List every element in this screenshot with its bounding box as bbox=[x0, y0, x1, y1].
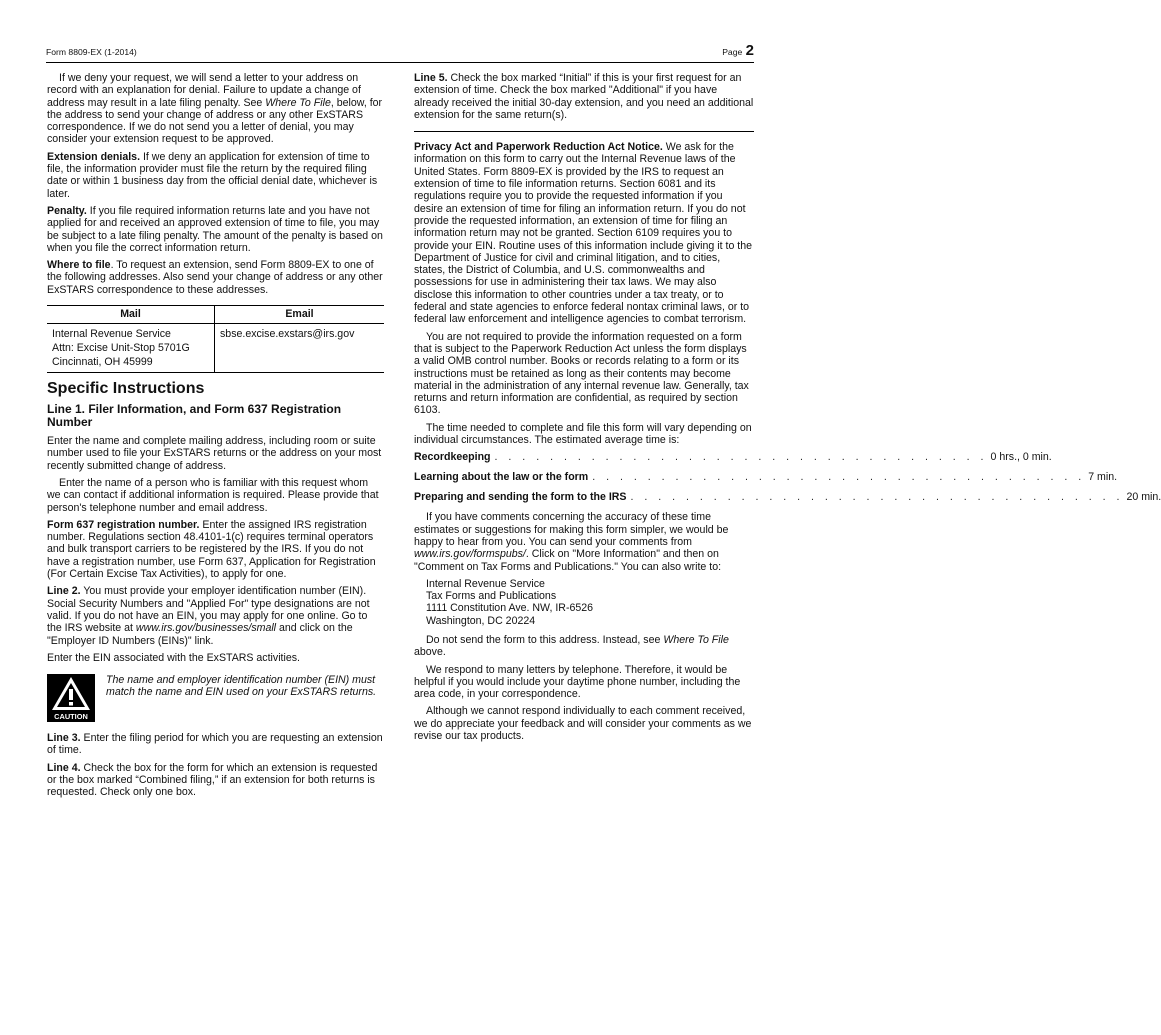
line3-title: Line 3. bbox=[47, 732, 81, 745]
time-row-preparing bbox=[414, 491, 1161, 505]
time-row-value: 20 min. bbox=[1126, 491, 1161, 504]
where-to-file-ref: Where To File bbox=[265, 96, 331, 109]
address-line-4: Washington, DC 20224 bbox=[426, 614, 536, 627]
time-row-label: Learning about the law or the form bbox=[414, 471, 589, 484]
line5-title: Line 5. bbox=[414, 72, 448, 84]
page-number: 2 bbox=[745, 42, 754, 59]
leader-dots: . . . . . . . . . . . . . . . . . . . . . . . . . . . . . . . . . . . . bbox=[494, 451, 988, 464]
irs-small-business-url: www.irs.gov/businesses/small bbox=[135, 622, 277, 635]
address-line-3: 1111 Constitution Ave. NW, IR-6526 bbox=[426, 602, 594, 615]
form637-paragraph bbox=[47, 519, 384, 580]
address-line-1: Internal Revenue Service bbox=[426, 577, 545, 590]
mail-line-1: Internal Revenue Service bbox=[52, 328, 171, 341]
line4-body: Check the box for the form for which an extension is requested or the box marked “Combined filing,” if an extension for both returns is requested. Check only one box. bbox=[47, 761, 378, 799]
privacy-act-paragraph bbox=[414, 141, 754, 325]
privacy-act-body: We ask for the information on this form to carry out the Internal Revenue laws of the United States. Form 8809-EX is provided by the IRS to request an extension of time to file information returns. Section 6081 and its regulations require you to provide the requested information if you desire an extension of time for filing an information return. If you do not provide the requested information, an extension of time for filing an information return may not be granted. Section 6109 requires you to provide your EIN. Routine uses of this information include giving it to the Department of Justice for civil and criminal litigation, and to cities, states, the District of Columbia, and U.S. commonwealths and possessions for use in administering their tax laws. We may also disclose this information to other countries under a tax treaty, or to federal and state agencies to enforce federal nontax criminal laws, or to federal law enforcement and intelligence agencies to combat terrorism. bbox=[414, 141, 753, 326]
not-required-paragraph: You are not required to provide the information requested on a form that is subject to the Paperwork Reduction Act unless the form displays a valid OMB control number. Books or records relating to a form or its instructions must be retained as long as their contents may become material in the administration of any internal revenue law. Generally, tax returns and return information are confidential, as required by section 6103. bbox=[414, 330, 749, 417]
line2-tail: and click on the "Employer ID Numbers (EINs)" link. bbox=[47, 622, 353, 647]
email-column-header: Email bbox=[215, 306, 385, 324]
do-not-send-paragraph bbox=[414, 634, 754, 659]
time-row-label: Preparing and sending the form to the IRS bbox=[414, 491, 627, 504]
page-indicator bbox=[722, 42, 754, 59]
penalty-title: Penalty. bbox=[47, 204, 87, 217]
denial-text-tail: , below, for the address to send your change of address or any other ExSTARS correspondence. If we do not send you a letter of denial, you may consider your extension request to be approved. bbox=[47, 96, 383, 146]
line5-paragraph bbox=[414, 72, 754, 121]
extension-denials-paragraph bbox=[47, 151, 384, 200]
leader-dots: . . . . . . . . . . . . . . . . . . . . . . . . . . . . . . . . . . . . bbox=[592, 471, 1086, 484]
line2-paragraph bbox=[47, 585, 384, 646]
mail-line-3: Cincinnati, OH 45999 bbox=[52, 356, 153, 369]
line1-paragraph-2: Enter the name of a person who is familiar with this request whom we can contact if additional information is required. Please provide that person's telephone number and email address. bbox=[47, 476, 379, 514]
telephone-paragraph: We respond to many letters by telephone. Therefore, it would be helpful if you would include your daytime phone number, including the area code, in your correspondence. bbox=[414, 663, 741, 701]
time-estimates bbox=[414, 451, 1161, 505]
line1-heading: Line 1. Filer Information, and Form 637 Registration Number bbox=[47, 402, 342, 430]
line4-title: Line 4. bbox=[47, 761, 81, 774]
time-row-label: Recordkeeping bbox=[414, 451, 491, 464]
time-row-learning bbox=[414, 471, 1118, 485]
feedback-paragraph: Although we cannot respond individually to each comment received, we do appreciate your feedback and will consider your comments as we revise our tax products. bbox=[414, 705, 752, 743]
privacy-act-title: Privacy Act and Paperwork Reduction Act Notice. bbox=[414, 141, 663, 154]
ein-paragraph: Enter the EIN associated with the ExSTARS activities. bbox=[47, 651, 300, 664]
comments-paragraph bbox=[414, 511, 754, 572]
email-address-cell: sbse.excise.exstars@irs.gov bbox=[215, 324, 385, 373]
line1-paragraph-1: Enter the name and complete mailing address, including room or suite number used to file your ExSTARS returns or the address on your most recently submitted change of address. bbox=[47, 435, 382, 472]
time-needed-paragraph: The time needed to complete and file this form will vary depending on individual circumstances. The estimated average time is: bbox=[414, 421, 752, 447]
irs-mailing-address bbox=[426, 578, 754, 627]
page-label: Page bbox=[722, 47, 743, 57]
penalty-body: If you file required information returns late and you have not applied for and received an approved extension of time to file, you may be subject to a late filing penalty. The amount of the penalty is based on when you file the correct information return. bbox=[47, 204, 383, 254]
line5-body: Check the box marked “Initial” if this is your first request for an extension of time. Check the box marked "Additional" if you have already received the initial 30-day extension, and you need an additional extension for the same return(s). bbox=[414, 72, 754, 121]
where-to-file-paragraph bbox=[47, 259, 384, 296]
line3-paragraph bbox=[47, 732, 384, 757]
comments-text: If you have comments concerning the accuracy of these time estimates or suggestions for making this form simpler, we would be happy to hear from you. You can send your comments from bbox=[414, 511, 729, 548]
extension-denials-title: Extension denials. bbox=[47, 150, 141, 163]
caution-box bbox=[47, 674, 384, 722]
time-row-value: 0 hrs., 0 min. bbox=[990, 451, 1052, 464]
mail-line-2: Attn: Excise Unit-Stop 5701G bbox=[52, 342, 190, 355]
specific-instructions-heading: Specific Instructions bbox=[47, 380, 205, 398]
left-column bbox=[47, 72, 384, 804]
extension-denials-body: If we deny an application for extension of time to file, the information provider must file the return by the required filing date or within 1 business day from the official denial date, whichever is later. bbox=[47, 150, 378, 200]
form-label: Form 8809-EX (1-2014) bbox=[46, 47, 137, 57]
page-header bbox=[46, 40, 754, 63]
line3-body: Enter the filing period for which you are requesting an extension of time. bbox=[47, 732, 383, 757]
where-to-file-ref: Where To File bbox=[663, 633, 729, 646]
comments-tail: . Click on "More Information" and then on "Comment on Tax Forms and Publications." You can also write to: bbox=[414, 548, 722, 573]
mail-address-cell bbox=[47, 324, 215, 373]
time-row-recordkeeping bbox=[414, 451, 1052, 465]
where-to-file-body: . To request an extension, send Form 8809-EX to one of the following addresses. Also send your change of address or any other ExSTARS correspondence to these addresses. bbox=[47, 259, 383, 296]
caution-icon bbox=[47, 674, 95, 722]
table-row bbox=[47, 324, 384, 373]
do-not-send-tail: above. bbox=[414, 646, 446, 659]
mail-column-header: Mail bbox=[47, 306, 215, 324]
line2-title: Line 2. bbox=[47, 585, 81, 598]
line2-body: You must provide your employer identification number (EIN). Social Security Numbers and "Applied For" type designations are not valid. If you do not have an EIN, you may apply for one online. Go to the IRS website at bbox=[47, 585, 370, 635]
penalty-paragraph bbox=[47, 205, 384, 254]
right-column bbox=[414, 72, 1161, 747]
address-line-2: Tax Forms and Publications bbox=[426, 590, 557, 603]
leader-dots: . . . . . . . . . . . . . . . . . . . . . . . . . . . . . . . . . . . . bbox=[630, 491, 1124, 504]
form637-body: Enter the assigned IRS registration number. Regulations section 48.4101-1(c) requires terminal operators and bulk transport carriers to be registered by the IRS. If you do not have a registration number, use Form 637, Application for Registration (For Certain Excise Tax Activities), to apply for one. bbox=[47, 518, 376, 581]
caution-text: The name and employer identification number (EIN) must match the name and EIN used on your ExSTARS returns. bbox=[106, 674, 377, 699]
caution-label: CAUTION bbox=[54, 712, 88, 722]
denial-text: If we deny your request, we will send a letter to your address on record with an explanation for denial. Failure to update a change of address may result in a late filing penalty. See bbox=[47, 72, 361, 109]
section-divider bbox=[414, 131, 754, 132]
formspubs-url: www.irs.gov/formspubs/ bbox=[414, 548, 526, 561]
do-not-send-text: Do not send the form to this address. Instead, see bbox=[426, 633, 664, 646]
line4-paragraph bbox=[47, 762, 384, 799]
denial-paragraph bbox=[47, 72, 384, 146]
address-table bbox=[47, 305, 384, 373]
form637-title: Form 637 registration number. bbox=[47, 518, 200, 531]
time-row-value: 7 min. bbox=[1088, 471, 1118, 484]
where-to-file-title: Where to file bbox=[47, 259, 111, 272]
